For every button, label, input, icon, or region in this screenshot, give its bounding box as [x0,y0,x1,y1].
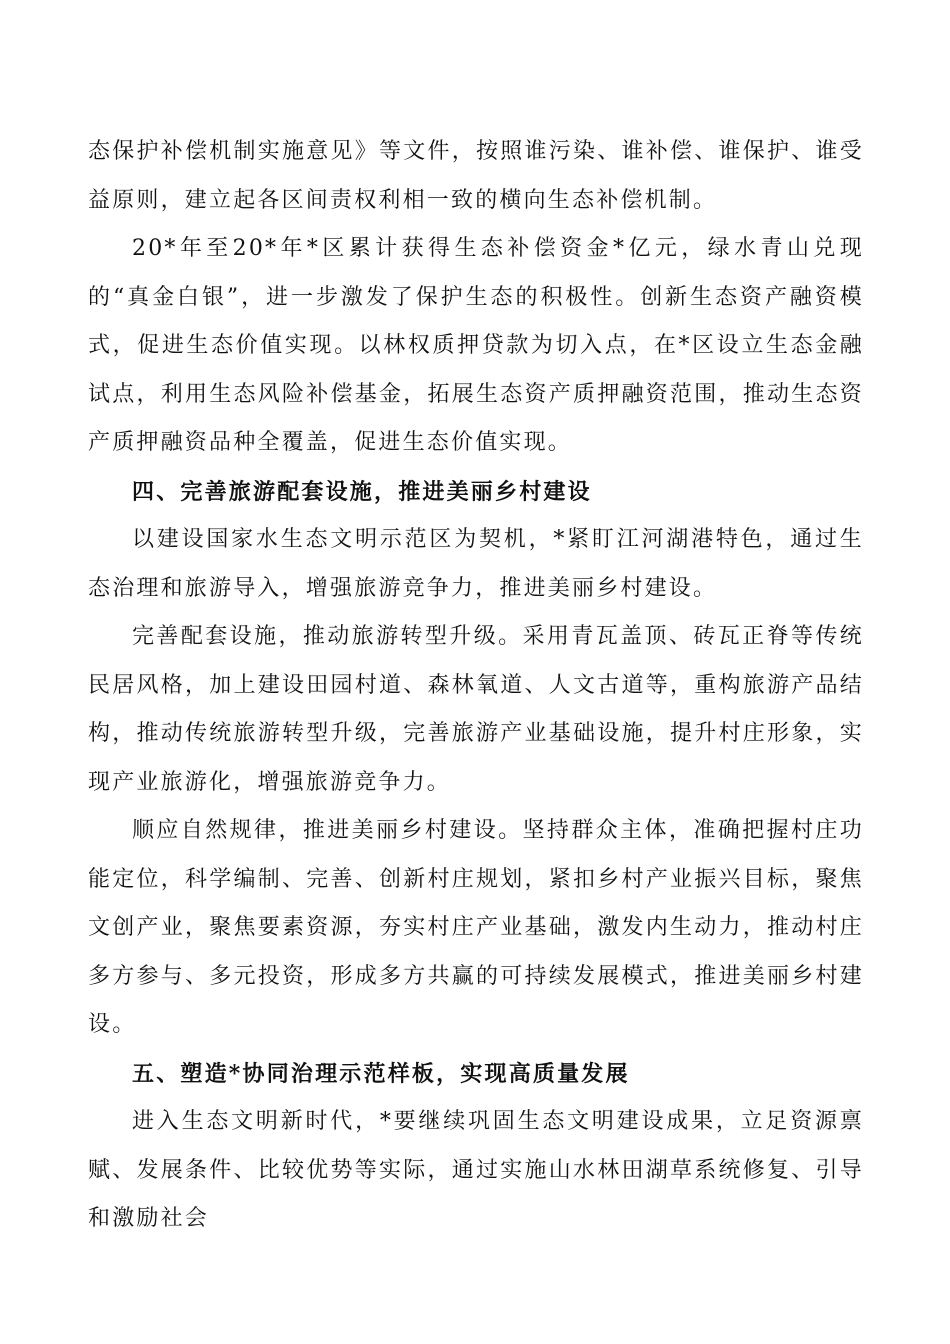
paragraph-tourism-upgrade: 完善配套设施，推动旅游转型升级。采用青瓦盖顶、砖瓦正脊等传统民居风格，加上建设田园村道、森林氧道、人文古道等，重构旅游产品结构，推动传统旅游转型升级，完善旅游产业基础设施，提升村庄形象，实现产业旅游化，增强旅游竞争力。 [88,624,864,795]
section-heading-five: 五、塑造*协同治理示范样板，实现高质量发展 [132,1060,630,1087]
paragraph-rural-construction: 顺应自然规律，推进美丽乡村建设。坚持群众主体，准确把握村庄功能定位，科学编制、完善、创新村庄规划，紧扣乡村产业振兴目标，聚焦文创产业，聚焦要素资源，夯实村庄产业基础，激发内生动力，推动村庄多方参与、多元投资，形成多方共赢的可持续发展模式，推进美丽乡村建设。 [88,818,864,1037]
paragraph-eco-civilization: 进入生态文明新时代，*要继续巩固生态文明建设成果，立足资源禀赋、发展条件、比较优势等实际，通过实施山水林田湖草系统修复、引导和激励社会 [88,1109,864,1231]
section-heading-four: 四、完善旅游配套设施，推进美丽乡村建设 [132,478,592,505]
paragraph-eco-compensation-funds: 20*年至20*年*区累计获得生态补偿资金*亿元，绿水青山兑现的“真金白银”，进一步激发了保护生态的积极性。创新生态资产融资模式，促进生态价值实现。以林权质押贷款为切入点，在*区设立生态金融试点，利用生态风险补偿基金，拓展生态资产质押融资范围，推动生态资产质押融资品种全覆盖，促进生态价值实现。 [88,236,864,455]
document-body [88,128,864,1244]
paragraph-water-eco-demo: 以建设国家水生态文明示范区为契机，*紧盯江河湖港特色，通过生态治理和旅游导入，增强旅游竞争力，推进美丽乡村建设。 [88,527,864,601]
paragraph-continued: 态保护补偿机制实施意见》等文件，按照谁污染、谁补偿、谁保护、谁受益原则，建立起各区间责权利相一致的横向生态补偿机制。 [88,139,864,213]
